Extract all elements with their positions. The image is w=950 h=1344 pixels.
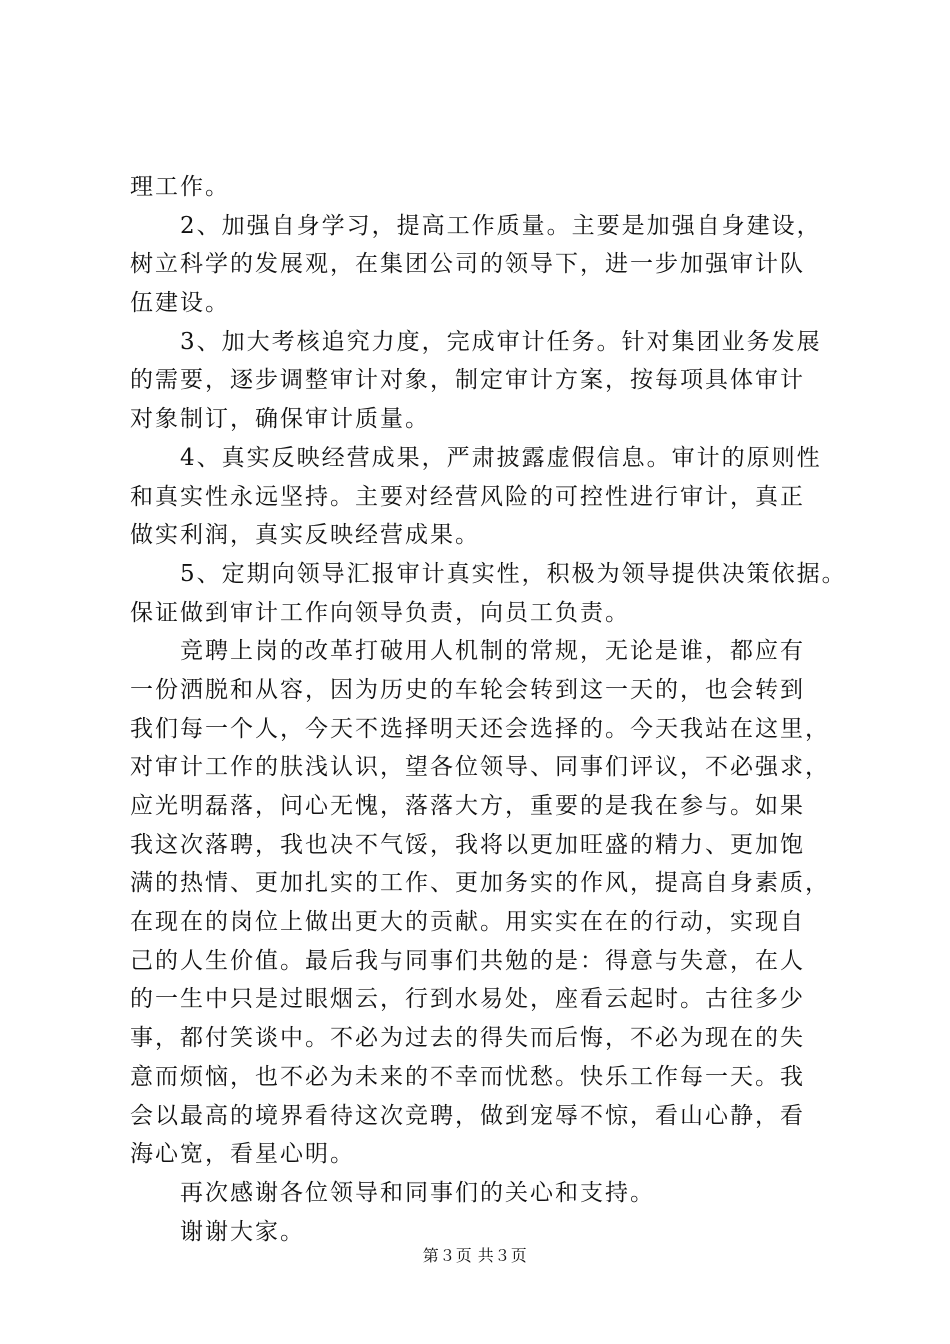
text-line: 2、加强自身学习，提高工作质量。主要是加强自身建设， [130,212,822,239]
text-line: 我们每一个人，今天不选择明天还会选择的。今天我站在这里， [130,715,830,742]
text-line: 的一生中只是过眼烟云，行到水易处，座看云起时。古往多少 [130,986,805,1013]
text-line: 伍建设。 [130,290,230,317]
text-line: 会以最高的境界看待这次竞聘，做到宠辱不惊，看山心静，看 [130,1102,805,1129]
text-line: 对象制订，确保审计质量。 [130,406,430,433]
text-line: 5、定期向领导汇报审计真实性，积极为领导提供决策依据。 [130,560,847,587]
page-number-footer: 第３页 共３页 [422,1246,528,1265]
text-line: 树立科学的发展观，在集团公司的领导下，进一步加强审计队 [130,251,805,278]
text-line: 3、加大考核追究力度，完成审计任务。针对集团业务发展 [130,328,822,355]
text-line: 4、真实反映经营成果，严肃披露虚假信息。审计的原则性 [130,444,822,471]
text-line: 对审计工作的肤浅认识，望各位领导、同事们评议，不必强求， [130,754,830,781]
text-line: 海心宽，看星心明。 [130,1141,355,1168]
text-line: 应光明磊落，问心无愧，落落大方，重要的是我在参与。如果 [130,793,805,819]
text-line: 理工作。 [130,174,230,200]
text-line: 己的人生价值。最后我与同事们共勉的是：得意与失意，在人 [130,947,805,974]
text-line: 满的热情、更加扎实的工作、更加务实的作风，提高自身素质， [130,870,830,897]
text-line: 和真实性永远坚持。主要对经营风险的可控性进行审计，真正 [130,483,805,510]
document-body [130,168,847,1251]
text-line: 的需要，逐步调整审计对象，制定审计方案，按每项具体审计 [130,367,805,394]
text-line: 保证做到审计工作向领导负责，向员工负责。 [130,599,630,626]
text-line: 做实利润，真实反映经营成果。 [130,522,480,549]
text-line: 在现在的岗位上做出更大的贡献。用实实在在的行动，实现自 [130,909,805,936]
text-line: 一份洒脱和从容，因为历史的车轮会转到这一天的，也会转到 [130,676,805,703]
text-line: 谢谢大家。 [130,1218,305,1245]
text-line: 我这次落聘，我也决不气馁，我将以更加旺盛的精力、更加饱 [130,831,805,858]
text-line: 意而烦恼，也不必为未来的不幸而忧愁。快乐工作每一天。我 [130,1063,805,1090]
text-line: 竞聘上岗的改革打破用人机制的常规，无论是谁，都应有 [130,638,805,665]
text-line: 再次感谢各位领导和同事们的关心和支持。 [130,1179,655,1206]
text-line: 事，都付笑谈中。不必为过去的得失而后悔，不必为现在的失 [130,1025,805,1052]
